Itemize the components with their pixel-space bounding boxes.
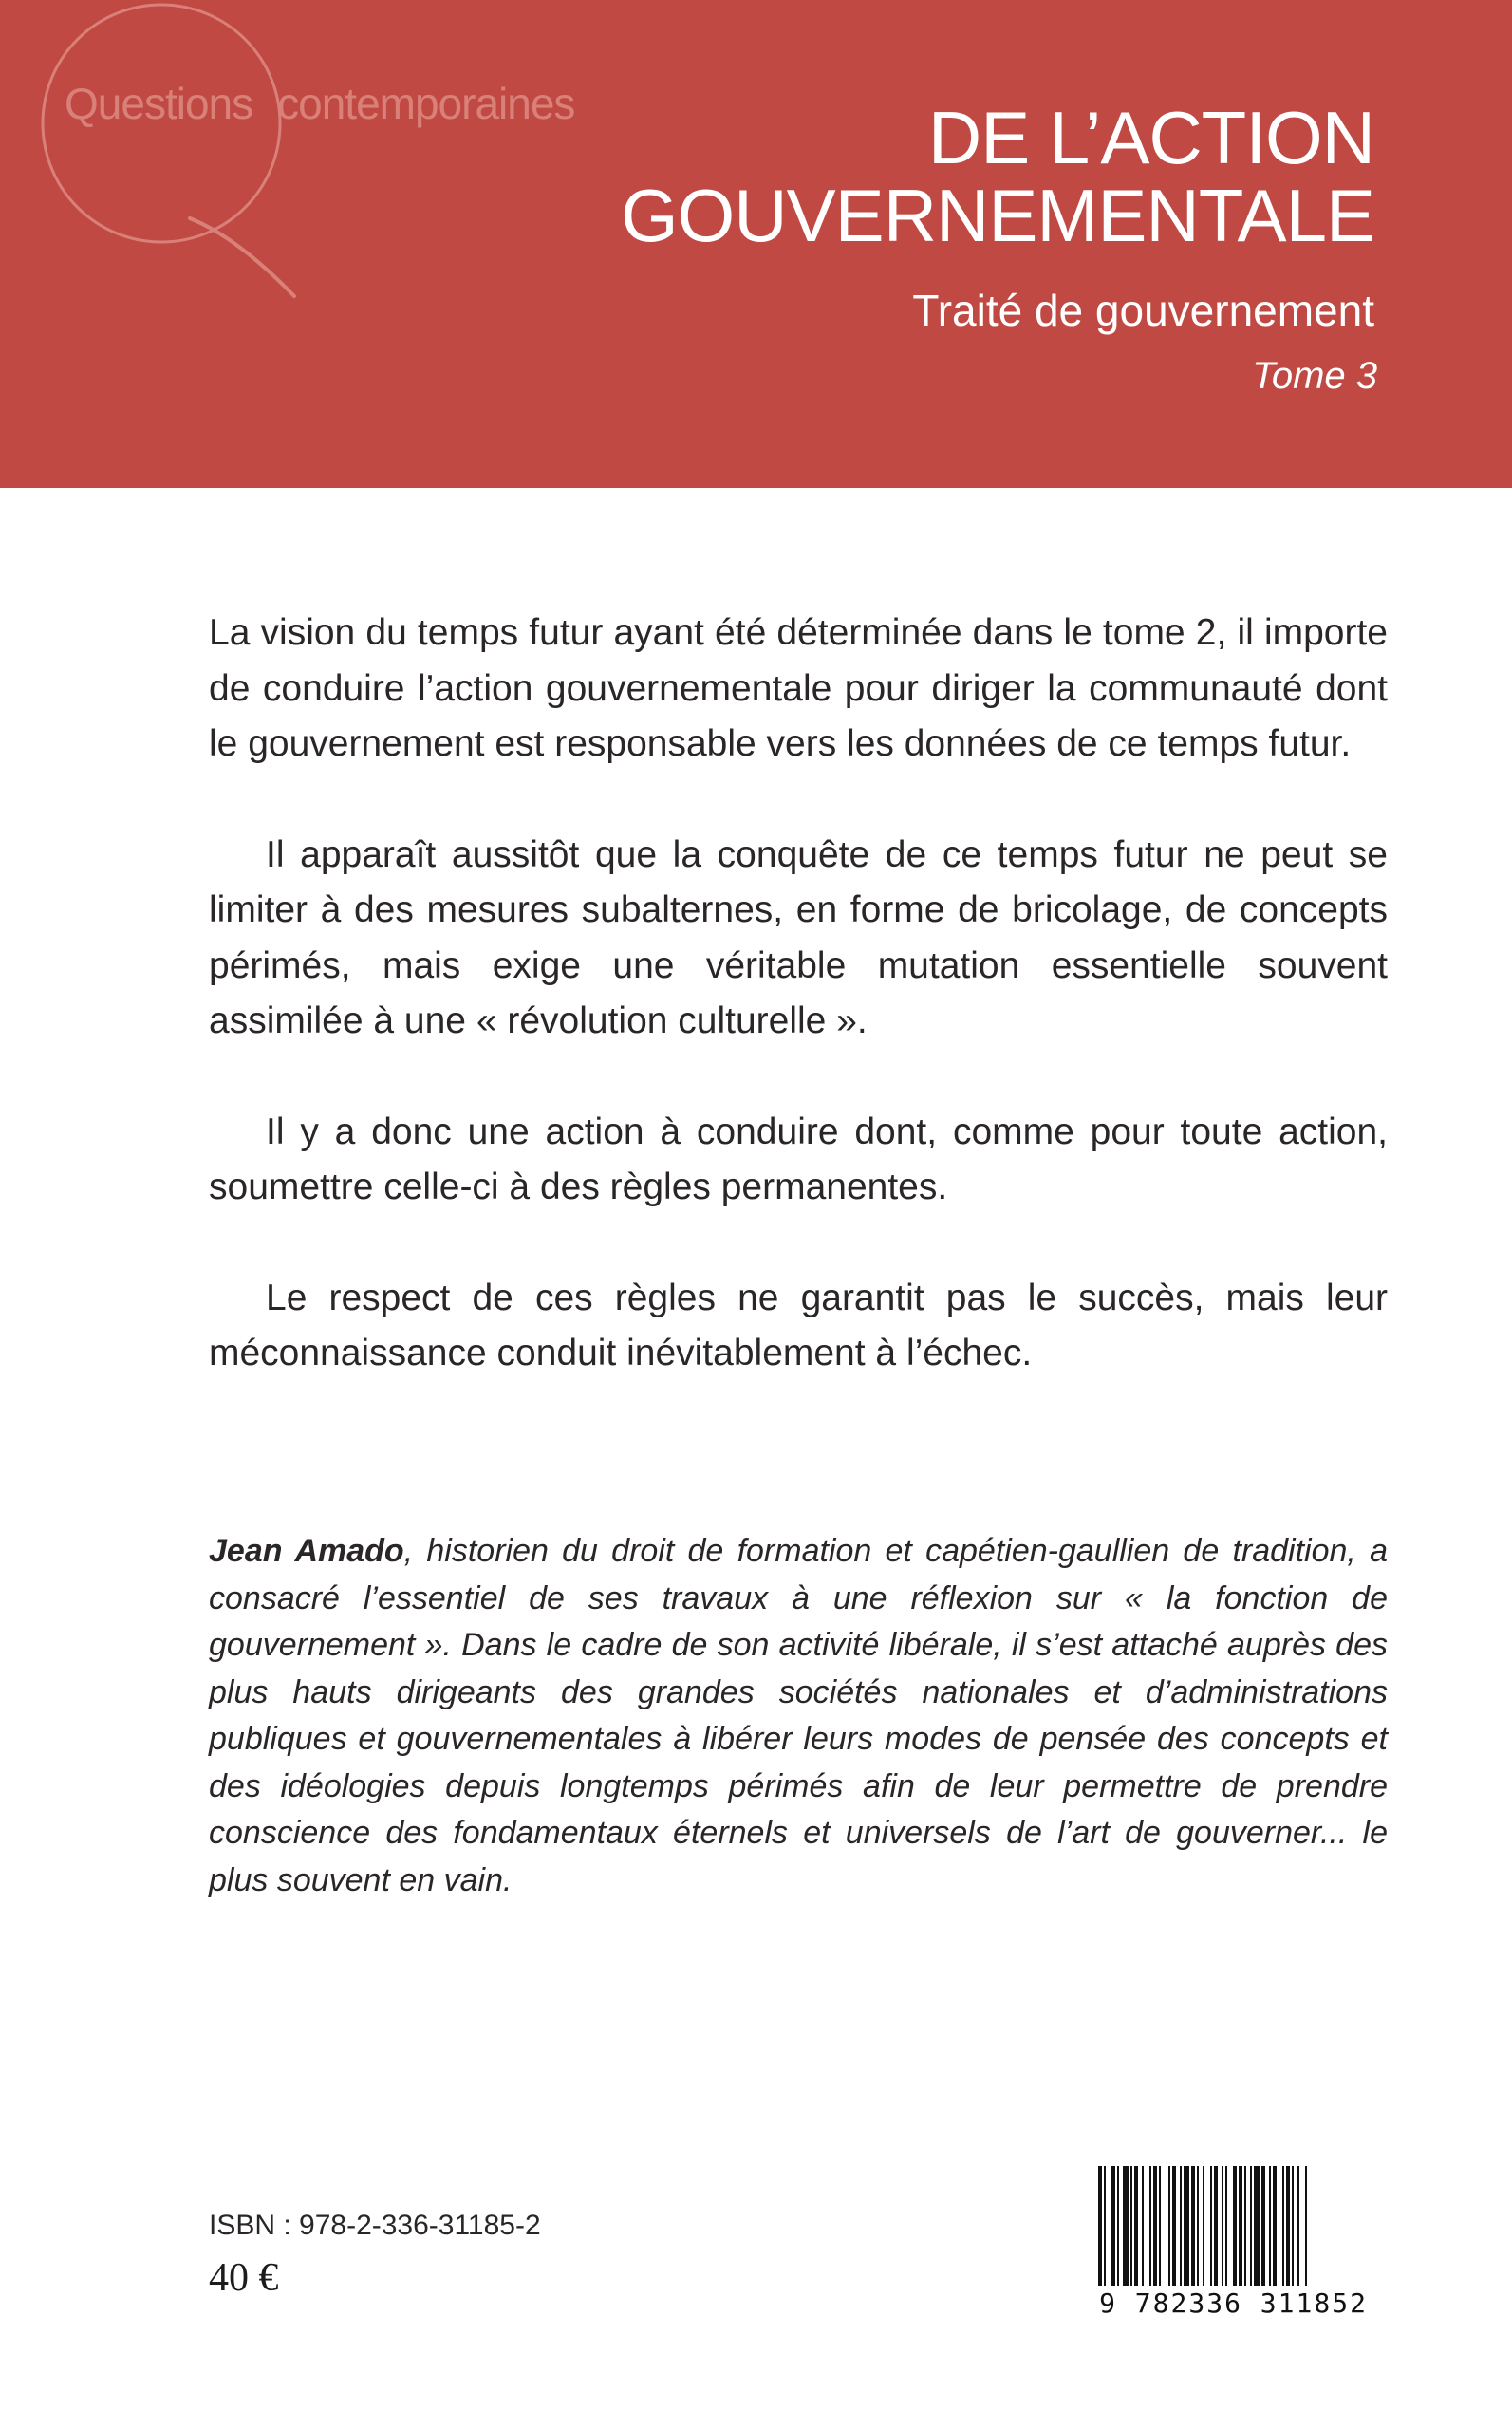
- book-subtitle: Traité de gouvernement: [912, 286, 1374, 335]
- book-volume: Tome 3: [1252, 355, 1377, 397]
- barcode-bar: [1286, 2166, 1290, 2286]
- blurb: [209, 606, 1388, 1437]
- barcode-bar: [1261, 2166, 1265, 2286]
- barcode-bar: [1282, 2166, 1284, 2286]
- barcode-bar: [1254, 2166, 1260, 2286]
- blurb-paragraph-1: La vision du temps futur ayant été déterminée dans le tome 2, il importe de conduire l’action gouvernementale pour diriger la communauté dont le gouvernement est responsable vers les données de ce temps futur.: [209, 612, 1388, 764]
- barcode-bar: [1191, 2166, 1195, 2286]
- barcode-bar: [1104, 2166, 1106, 2286]
- barcode-bar: [1159, 2166, 1161, 2286]
- series-word-2: contemporaines: [277, 79, 575, 128]
- barcode-bar: [1123, 2166, 1129, 2286]
- barcode-bar: [1180, 2166, 1182, 2286]
- barcode-bar: [1273, 2166, 1277, 2286]
- series-name: [65, 78, 574, 129]
- blurb-paragraph-2: Il apparaît aussitôt que la conquête de ce temps futur ne peut se limiter à des mesures subalternes, en forme de bricolage, de concepts périmés, mais exige une véritable mutation essentielle souvent assimilée à une « révolution culturelle ».: [209, 833, 1388, 1041]
- barcode-bar: [1117, 2166, 1119, 2286]
- header-band: [0, 0, 1512, 488]
- barcode-bar: [1292, 2166, 1294, 2286]
- q-letter-icon: [19, 0, 323, 313]
- barcode-bar: [1244, 2166, 1246, 2286]
- barcode-bar: [1210, 2166, 1212, 2286]
- barcode-bar: [1222, 2166, 1223, 2286]
- barcode-bar: [1184, 2166, 1189, 2286]
- book-title: [520, 96, 1374, 257]
- barcode-bar: [1149, 2166, 1151, 2286]
- barcode-bar: [1142, 2166, 1144, 2286]
- barcode-bar: [1297, 2166, 1299, 2286]
- barcode-bar: [1269, 2166, 1271, 2286]
- barcode-bar: [1197, 2166, 1199, 2286]
- barcode-bar: [1305, 2166, 1307, 2286]
- barcode-digits: 9 782336 311852: [1099, 2288, 1368, 2319]
- barcode-bar: [1214, 2166, 1218, 2286]
- barcode-bar: [1134, 2166, 1138, 2286]
- blurb-paragraph-3: Il y a donc une action à conduire dont, comme pour toute action, soumettre celle-ci à des règles permanentes.: [209, 1111, 1388, 1207]
- isbn: ISBN : 978-2-336-31185-2: [209, 2210, 541, 2241]
- barcode: [1079, 2162, 1388, 2324]
- barcode-bar: [1111, 2166, 1115, 2286]
- barcode-bar: [1153, 2166, 1157, 2286]
- barcode-bar: [1225, 2166, 1227, 2286]
- author-bio: [209, 1528, 1388, 1904]
- book-title-line-2: GOUVERNEMENTALE: [620, 174, 1374, 257]
- barcode-icon: [1098, 2166, 1369, 2286]
- barcode-bar: [1203, 2166, 1204, 2286]
- author-bio-text: , historien du droit de formation et capétien-gaullien de tradition, a consacré l’essentiel de ses travaux à une réflexion sur « la fonction de gouvernement ». Dans le cadre de son activité libérale, il s’est attaché auprès des plus hauts dirigeants des grandes sociétés nationales et d’administrations publiques et gouvernementales à libérer leurs modes de pensée des concepts et des idéologies depuis longtemps périmés afin de leur permettre de prendre conscience des fondamentaux éternels et universels de l’art de gouverner... le plus souvent en vain.: [209, 1533, 1388, 1898]
- barcode-bar: [1098, 2166, 1102, 2286]
- book-title-line-1: DE L’ACTION: [927, 96, 1374, 179]
- barcode-bar: [1130, 2166, 1132, 2286]
- blurb-paragraph-4: Le respect de ces règles ne garantit pas le succès, mais leur méconnaissance conduit inévitablement à l’échec.: [209, 1277, 1388, 1373]
- series-word-1: Questions: [65, 79, 253, 128]
- barcode-bar: [1239, 2166, 1242, 2286]
- barcode-bar: [1233, 2166, 1237, 2286]
- author-name: Jean Amado: [209, 1533, 404, 1569]
- barcode-bar: [1250, 2166, 1252, 2286]
- barcode-bar: [1172, 2166, 1176, 2286]
- barcode-bar: [1168, 2166, 1170, 2286]
- price: 40 €: [209, 2256, 279, 2300]
